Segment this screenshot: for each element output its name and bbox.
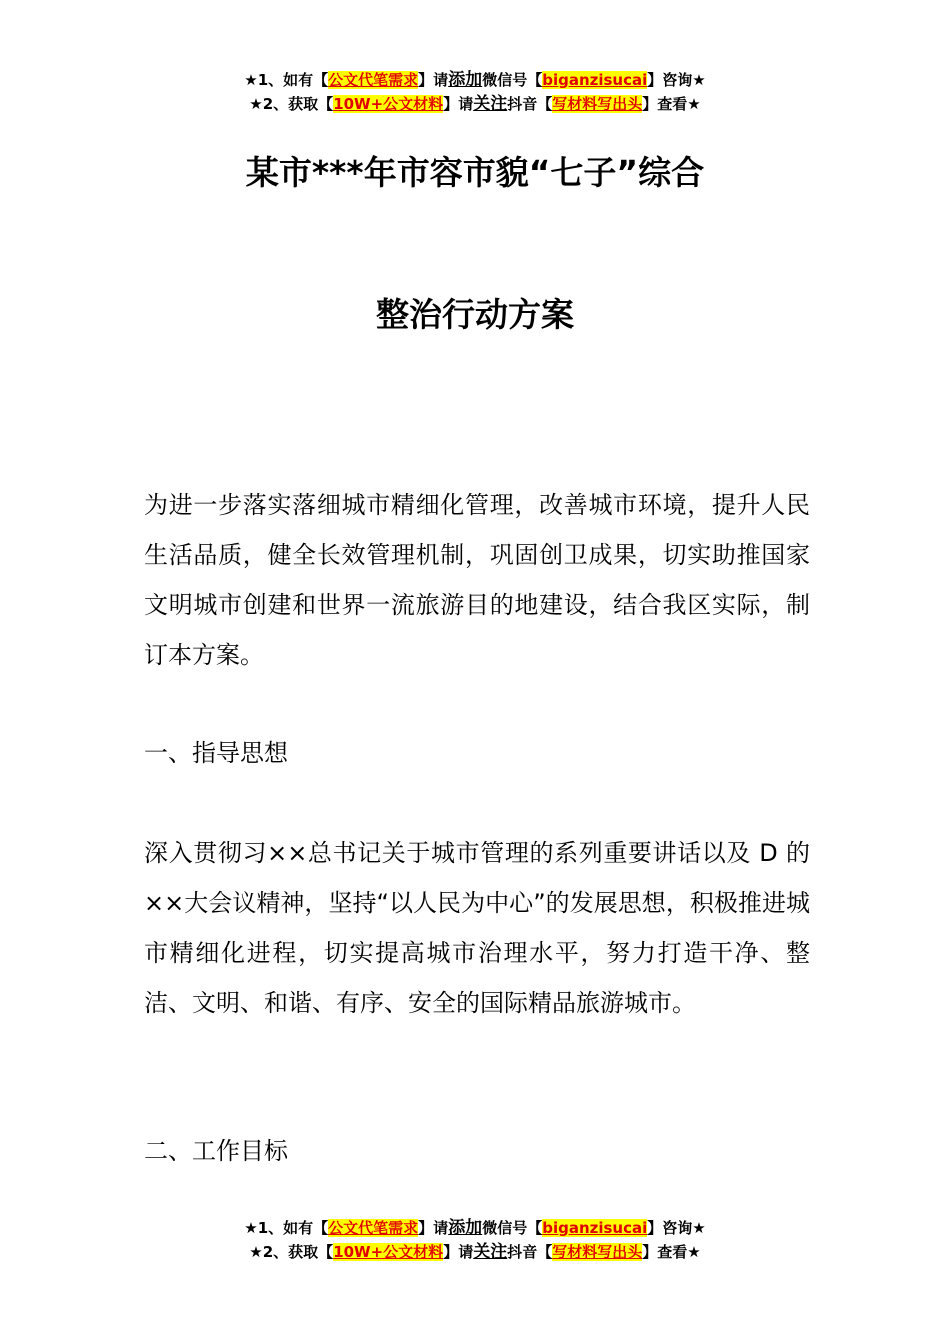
promo-highlight: 写材料写出头 xyxy=(552,1243,643,1261)
promo-header xyxy=(0,68,950,116)
promo-text: 】请 xyxy=(443,95,474,113)
promo-text: 】查看★ xyxy=(642,1243,701,1261)
document-title-line-1: 某市***年市容市貌“七子”综合 xyxy=(245,153,705,192)
promo-text: 抖音【 xyxy=(507,1243,553,1261)
promo-highlight: biganzisucai xyxy=(542,71,648,89)
promo-text: 】请 xyxy=(418,71,449,89)
promo-text: 】查看★ xyxy=(642,95,701,113)
promo-highlight: 公文代笔需求 xyxy=(328,1219,419,1237)
promo-text: ★2、获取【 xyxy=(249,1243,334,1261)
promo-line-1 xyxy=(0,1216,950,1240)
section-heading-work-goals: 二、工作目标 xyxy=(144,1137,288,1165)
promo-line-1 xyxy=(0,68,950,92)
promo-text: 】咨询★ xyxy=(647,71,706,89)
promo-emphasis: 添加 xyxy=(448,1218,483,1238)
promo-emphasis: 添加 xyxy=(448,70,483,90)
promo-line-2 xyxy=(0,1240,950,1264)
promo-text: 】咨询★ xyxy=(647,1219,706,1237)
promo-text: 微信号【 xyxy=(482,71,543,89)
document-title-line-2: 整治行动方案 xyxy=(376,295,574,334)
promo-text: ★1、如有【 xyxy=(244,71,329,89)
promo-highlight: 10W+公文材料 xyxy=(333,95,444,113)
section-heading-guiding-ideology: 一、指导思想 xyxy=(144,739,288,767)
promo-line-2 xyxy=(0,92,950,116)
promo-text: 】请 xyxy=(418,1219,449,1237)
promo-emphasis: 关注 xyxy=(473,94,508,114)
intro-paragraph: 为进一步落实落细城市精细化管理，改善城市环境，提升人民生活品质，健全长效管理机制，巩固创卫成果，切实助推国家文明城市创建和世界一流旅游目的地建设，结合我区实际，制订本方案。 xyxy=(144,491,810,669)
promo-emphasis: 关注 xyxy=(473,1242,508,1262)
promo-highlight: 公文代笔需求 xyxy=(328,71,419,89)
section-paragraph-guiding-ideology: 深入贯彻习××总书记关于城市管理的系列重要讲话以及 D 的××大会议精神，坚持“以人民为中心”的发展思想，积极推进城市精细化进程，切实提高城市治理水平，努力打造干净、整洁、文明、和谐、有序、安全的国际精品旅游城市。 xyxy=(144,839,810,1017)
promo-highlight: 写材料写出头 xyxy=(552,95,643,113)
promo-highlight: 10W+公文材料 xyxy=(333,1243,444,1261)
promo-text: 】请 xyxy=(443,1243,474,1261)
promo-highlight: biganzisucai xyxy=(542,1219,648,1237)
promo-footer xyxy=(0,1216,950,1264)
promo-text: 微信号【 xyxy=(482,1219,543,1237)
promo-text: ★2、获取【 xyxy=(249,95,334,113)
promo-text: 抖音【 xyxy=(507,95,553,113)
promo-text: ★1、如有【 xyxy=(244,1219,329,1237)
